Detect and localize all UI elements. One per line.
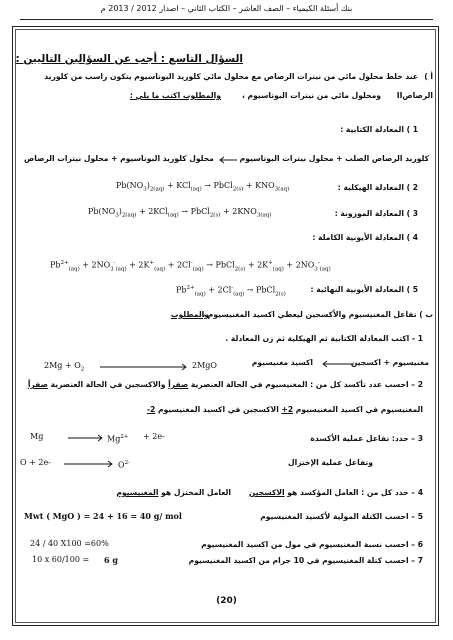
part-a-line2-start: الرصاصII [396, 91, 433, 100]
part-a-line2-mid: ومحلول مائي من نيترات البوتاسيوم ، [242, 91, 381, 100]
item-1-word-equation: 1 ) المعادلة الكتابية : [340, 125, 418, 134]
complete-ionic-equation: $Pb^{2+}_{(aq)} + 2NO_3^-_{(aq)} + 2K^+_{(aq)} + 2Cl^-_{(aq)}$ → PbCl$_{2(s)}$ + $2K^+_{(aq)} + 2NO_3^-_{(aq)}$ [50, 260, 331, 273]
page-border-inner [15, 29, 436, 623]
b5-calculation: Mwt ( MgO ) = 24 + 16 = 40 g/ mol [24, 511, 182, 521]
oxidation-product: $Mg^{2+}$ [107, 434, 129, 444]
balanced-equation: $Pb(NO_3)_{2(aq)} + 2KCl_{(aq)}$ → PbCl$_{2(s)}$ + $2KNO_{3(aq)}$ [88, 207, 272, 219]
item-4-complete-ionic: 4 ) المعادلة الأيونية الكاملة : [312, 233, 418, 242]
oxidation-electrons: + 2e- [143, 432, 165, 441]
oxidation-reactant: Mg [30, 432, 44, 441]
b1-balanced-arrow [100, 363, 188, 371]
reaction-arrow [218, 156, 238, 164]
b1-balanced-reactants: $2Mg + O_2$ [44, 361, 85, 373]
b3-oxidation-label: 3 – حدد: تفاعل عملية الأكسدة [310, 434, 423, 443]
part-a-line1: عند خلط محلول مائي من نيترات الرصاص مع محلول مائي كلوريد البوتاسيوم يتكون راسب من كلوريد [44, 72, 418, 81]
item-3-balanced: 3 ) المعادلة الموزونة : [334, 209, 418, 218]
b5-label: 5 – احسب الكتلة المولية لأكسيد المغنيسيوم [260, 512, 423, 521]
b2-line1: 2 – احسب عدد تأكسد كل من : المغنيسيوم في الحالة العنصرية صفراً والاكسجين في الحالة العنصرية صفراً [27, 380, 423, 389]
b7-result: 6 g [104, 555, 118, 565]
item-5-net-ionic: 5 ) المعادلة الأيونية النهائية : [310, 285, 418, 294]
reduction-reactants: O + 2e- [20, 458, 51, 467]
page-header: بنك أسئلة الكيمياء – الصف العاشر – الكتاب الثاني – اصدار 2012 / 2013 م [100, 4, 353, 13]
b6-calculation: 24 / 40 X100 =60% [30, 539, 109, 548]
page-number: (20) [216, 596, 237, 606]
item-2-skeletal: 2 ) المعادلة الهيكلية : [337, 183, 418, 192]
skeletal-equation: $Pb(NO_3)_{2(aq)} + KCl_{(aq)}$ → PbCl$_{2(s)}$ + $KNO_{3(aq)}$ [116, 181, 290, 193]
b1-word-arrow [321, 360, 355, 368]
b7-label: 7 – احسب كتلة المغنيسيوم في 10 جرام من اكسيد المغنيسيوم [188, 556, 423, 565]
word-eq-reactants: محلول كلوريد البوتاسيوم + محلول نيترات الرصاص [24, 154, 214, 163]
b1-balanced-product: 2MgO [192, 361, 217, 370]
oxidation-arrow [68, 434, 104, 442]
word-eq-products: كلوريد الرصاص الصلب + محلول نيترات البوتاسيوم [239, 154, 429, 163]
header-rule [20, 19, 433, 20]
b6-label: 6 – احسب نسبة المغنيسيوم في مول من اكسيد المغنيسيوم [201, 540, 423, 549]
part-a-line2-end: والمطلوب اكتب ما يلي : [129, 91, 221, 100]
reduction-product: $O^{2-}$ [118, 460, 130, 470]
b1-word-product: اكسيد مغنيسيوم [251, 358, 313, 367]
b1-instruction: 1 - اكتب المعادلة الكتابية ثم الهيكلية ثم زن المعادلة . [225, 334, 423, 343]
part-b-required: والمطلوب [170, 310, 209, 319]
part-b: ب ) تفاعل المغنيسيوم والأكسجين ليعطي اكسيد المغنيسيوم ، [202, 310, 433, 319]
b1-word-reactants: مغنيسيوم + اكسجين [350, 358, 429, 367]
question-title: السؤال التاسع : أجب عن السؤالين التاليين : [15, 53, 243, 65]
net-ionic-equation: $Pb^{2+}_{(aq)} + 2Cl^-_{(aq)}$ → PbCl$_{2(s)}$ [176, 285, 286, 298]
b3-reduction-label: وتفاعل عملية الإختزال [288, 458, 373, 467]
b4-reducing-agent: العامل المختزل هو المغنيسيوم [116, 488, 231, 497]
b4-oxidizing-agent: 4 – حدد كل من : العامل المؤكسد هو الاكسجين [248, 488, 423, 497]
part-a-label: أ ) [424, 72, 433, 81]
reduction-arrow [64, 460, 114, 468]
b7-calculation: 10 x 60/100 = [32, 555, 90, 564]
b2-line2: المغنيسيوم في اكسيد المغنيسيوم 2+ الاكسجين في اكسيد المغنيسيوم 2- [146, 405, 423, 414]
